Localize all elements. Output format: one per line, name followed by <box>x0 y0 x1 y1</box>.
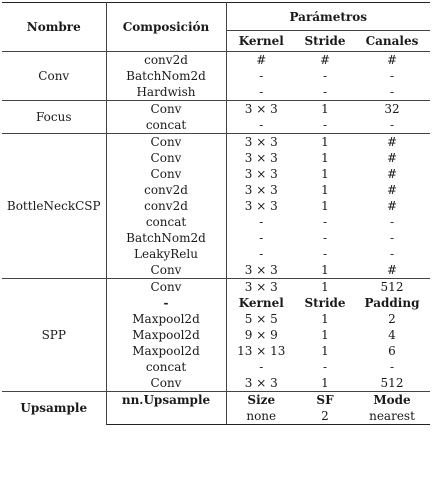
stride-cell: - <box>322 247 328 261</box>
composition-cell: concat <box>106 214 226 230</box>
channels-cell: Padding <box>364 296 420 310</box>
header-stride: Stride <box>304 34 346 48</box>
header-channels: Canales <box>365 34 419 48</box>
kernel-cell: Size <box>226 392 296 409</box>
kernel-cell: - <box>259 215 264 229</box>
stride-cell: # <box>296 52 354 69</box>
group-name-cell: SPP <box>2 279 106 392</box>
kernel-cell: # <box>226 52 296 69</box>
channels-cell: 512 <box>354 279 430 296</box>
table-body <box>2 52 430 425</box>
table-row <box>2 134 430 151</box>
channels-cell: - <box>389 215 395 229</box>
kernel-cell: - <box>259 231 264 245</box>
stride-cell: SF <box>296 392 354 409</box>
header-params: Parámetros <box>226 3 430 31</box>
channels-cell: - <box>389 247 395 261</box>
composition-cell: conv2d <box>106 182 226 198</box>
stride-cell: 1 <box>321 183 329 197</box>
kernel-cell: 3 × 3 <box>244 263 278 277</box>
channels-cell: 512 <box>380 376 404 390</box>
table-header <box>2 3 430 52</box>
stride-cell: 1 <box>296 134 354 151</box>
stride-cell: - <box>322 360 328 374</box>
composition-cell: conv2d <box>106 198 226 214</box>
stride-cell: 1 <box>296 279 354 296</box>
channels-cell: 32 <box>354 101 430 118</box>
kernel-cell: Kernel <box>238 296 284 310</box>
composition-cell: Conv <box>106 150 226 166</box>
kernel-cell: - <box>259 69 264 83</box>
kernel-cell: 3 × 3 <box>244 183 278 197</box>
channels-cell: # <box>386 183 398 197</box>
channels-cell: - <box>389 118 395 132</box>
stride-cell: 2 <box>296 408 354 425</box>
header-name: Nombre <box>2 3 106 52</box>
composition-cell: BatchNom2d <box>106 230 226 246</box>
kernel-cell: - <box>259 360 264 374</box>
stride-cell: 1 <box>321 151 329 165</box>
kernel-cell: 3 × 3 <box>244 167 278 181</box>
composition-cell: BatchNom2d <box>106 68 226 84</box>
composition-cell: Conv <box>106 262 226 279</box>
kernel-cell: 3 × 3 <box>226 279 296 296</box>
kernel-cell: 5 × 5 <box>244 312 278 326</box>
channels-cell: # <box>386 167 398 181</box>
composition-cell <box>106 408 226 425</box>
channels-cell: - <box>389 69 395 83</box>
stride-cell: - <box>322 215 328 229</box>
composition-cell: Maxpool2d <box>106 343 226 359</box>
composition-cell: LeakyRelu <box>106 246 226 262</box>
stride-cell: 1 <box>321 263 329 277</box>
composition-cell: concat <box>106 117 226 134</box>
channels-cell: # <box>386 199 398 213</box>
table-row <box>2 279 430 296</box>
header-composition: Composición <box>106 3 226 52</box>
channels-cell: # <box>354 52 430 69</box>
table-row <box>2 101 430 118</box>
stride-cell: 1 <box>321 312 329 326</box>
group-name-cell: Conv <box>2 52 106 101</box>
architecture-table <box>2 2 430 425</box>
stride-cell: 1 <box>321 199 329 213</box>
kernel-cell: 9 × 9 <box>244 328 278 342</box>
table-row <box>2 52 430 69</box>
channels-cell: - <box>389 231 395 245</box>
group-name-cell: Upsample <box>2 392 106 425</box>
stride-cell: 1 <box>321 167 329 181</box>
channels-cell: # <box>386 151 398 165</box>
stride-cell: - <box>322 85 328 99</box>
channels-cell: 6 <box>388 344 396 358</box>
composition-cell: Maxpool2d <box>106 311 226 327</box>
kernel-cell: - <box>259 118 264 132</box>
channels-cell: # <box>386 263 398 277</box>
stride-cell: 1 <box>321 376 329 390</box>
composition-cell: - <box>106 295 226 311</box>
composition-cell: Conv <box>106 375 226 392</box>
channels-cell: - <box>389 360 395 374</box>
header-kernel: Kernel <box>238 34 284 48</box>
composition-cell: Conv <box>106 166 226 182</box>
stride-cell: - <box>322 231 328 245</box>
kernel-cell: 3 × 3 <box>244 376 278 390</box>
table-row <box>2 392 430 409</box>
composition-cell: Conv <box>106 101 226 118</box>
composition-cell: Conv <box>106 279 226 296</box>
channels-cell: # <box>354 134 430 151</box>
group-name-cell: BottleNeckCSP <box>2 134 106 279</box>
stride-cell: 1 <box>321 328 329 342</box>
group-name-cell: Focus <box>2 101 106 134</box>
channels-cell: Mode <box>354 392 430 409</box>
kernel-cell: - <box>259 85 264 99</box>
stride-cell: 1 <box>321 344 329 358</box>
composition-cell: Maxpool2d <box>106 327 226 343</box>
composition-cell: conv2d <box>106 52 226 69</box>
stride-cell: Stride <box>304 296 346 310</box>
channels-cell: - <box>389 85 395 99</box>
kernel-cell: none <box>226 408 296 425</box>
stride-cell: - <box>322 118 328 132</box>
kernel-cell: 3 × 3 <box>226 101 296 118</box>
stride-cell: - <box>322 69 328 83</box>
kernel-cell: - <box>259 247 264 261</box>
composition-cell: concat <box>106 359 226 375</box>
kernel-cell: 3 × 3 <box>244 151 278 165</box>
channels-cell: 2 <box>388 312 396 326</box>
composition-cell: nn.Upsample <box>106 392 226 409</box>
kernel-cell: 3 × 3 <box>244 199 278 213</box>
kernel-cell: 3 × 3 <box>226 134 296 151</box>
composition-cell: Hardwish <box>106 84 226 101</box>
composition-cell: Conv <box>106 134 226 151</box>
channels-cell: nearest <box>354 408 430 425</box>
channels-cell: 4 <box>388 328 396 342</box>
kernel-cell: 13 × 13 <box>237 344 286 358</box>
stride-cell: 1 <box>296 101 354 118</box>
